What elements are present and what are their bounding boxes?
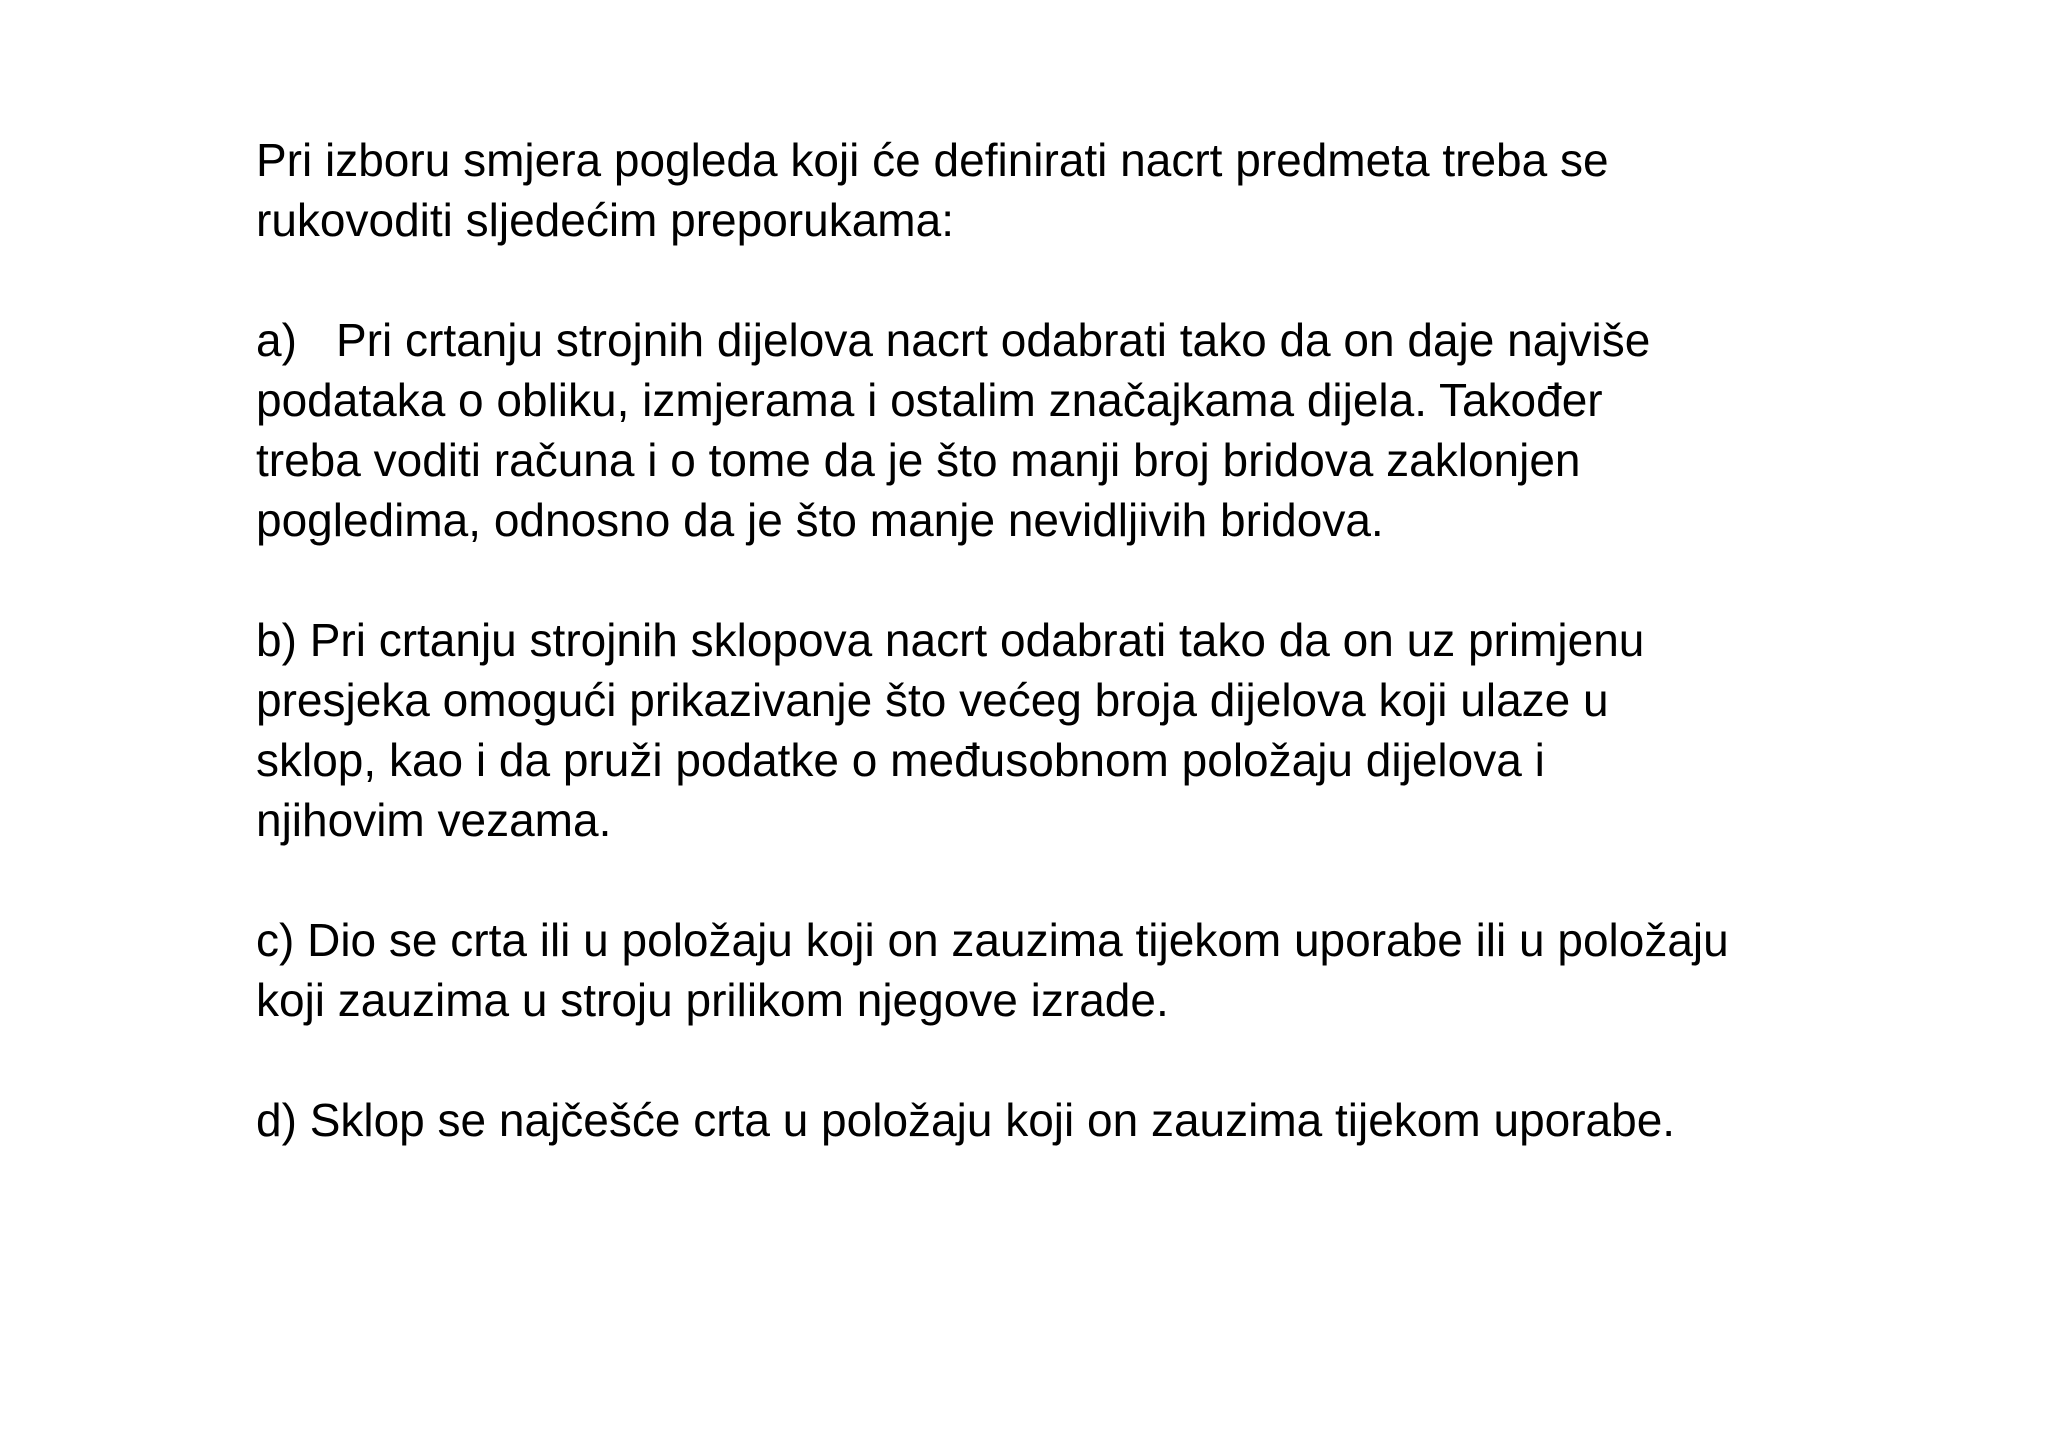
list-item-d: [256, 1090, 1896, 1150]
list-item-b: [256, 610, 1896, 850]
list-item-line: koji zauzima u stroju prilikom njegove izrade.: [256, 974, 1169, 1026]
list-item-text: Pri crtanju strojnih dijelova nacrt odabrati tako da on daje najviše: [336, 314, 1651, 366]
intro-line: Pri izboru smjera pogleda koji će definirati nacrt predmeta treba se: [256, 134, 1609, 186]
list-item-line: [256, 910, 1896, 970]
list-item-c: [256, 910, 1896, 1030]
intro-paragraph: [256, 130, 1896, 250]
list-item-line: sklop, kao i da pruži podatke o međusobnom položaju dijelova i: [256, 734, 1545, 786]
list-item-line: [256, 1090, 1896, 1150]
list-item-a: [256, 310, 1896, 550]
list-item-text: Pri crtanju strojnih sklopova nacrt odabrati tako da on uz primjenu: [309, 614, 1645, 666]
list-marker: c): [256, 914, 295, 966]
list-marker: b): [256, 614, 297, 666]
list-item-line: podataka o obliku, izmjerama i ostalim značajkama dijela. Također: [256, 374, 1603, 426]
document-body: [256, 130, 1896, 1210]
list-item-text: Sklop se najčešće crta u položaju koji on zauzima tijekom uporabe.: [309, 1094, 1676, 1146]
list-item-line: treba voditi računa i o tome da je što manji broj bridova zaklonjen: [256, 434, 1581, 486]
list-item-line: njihovim vezama.: [256, 794, 612, 846]
intro-line: rukovoditi sljedećim preporukama:: [256, 194, 954, 246]
list-item-line: [256, 610, 1896, 670]
list-item-line: presjeka omogući prikazivanje što većeg broja dijelova koji ulaze u: [256, 674, 1609, 726]
list-item-line: [256, 310, 1896, 370]
list-marker: a): [256, 314, 297, 366]
list-item-text: Dio se crta ili u položaju koji on zauzima tijekom uporabe ili u položaju: [307, 914, 1729, 966]
list-marker: d): [256, 1094, 297, 1146]
list-item-line: pogledima, odnosno da je što manje nevidljivih bridova.: [256, 494, 1384, 546]
